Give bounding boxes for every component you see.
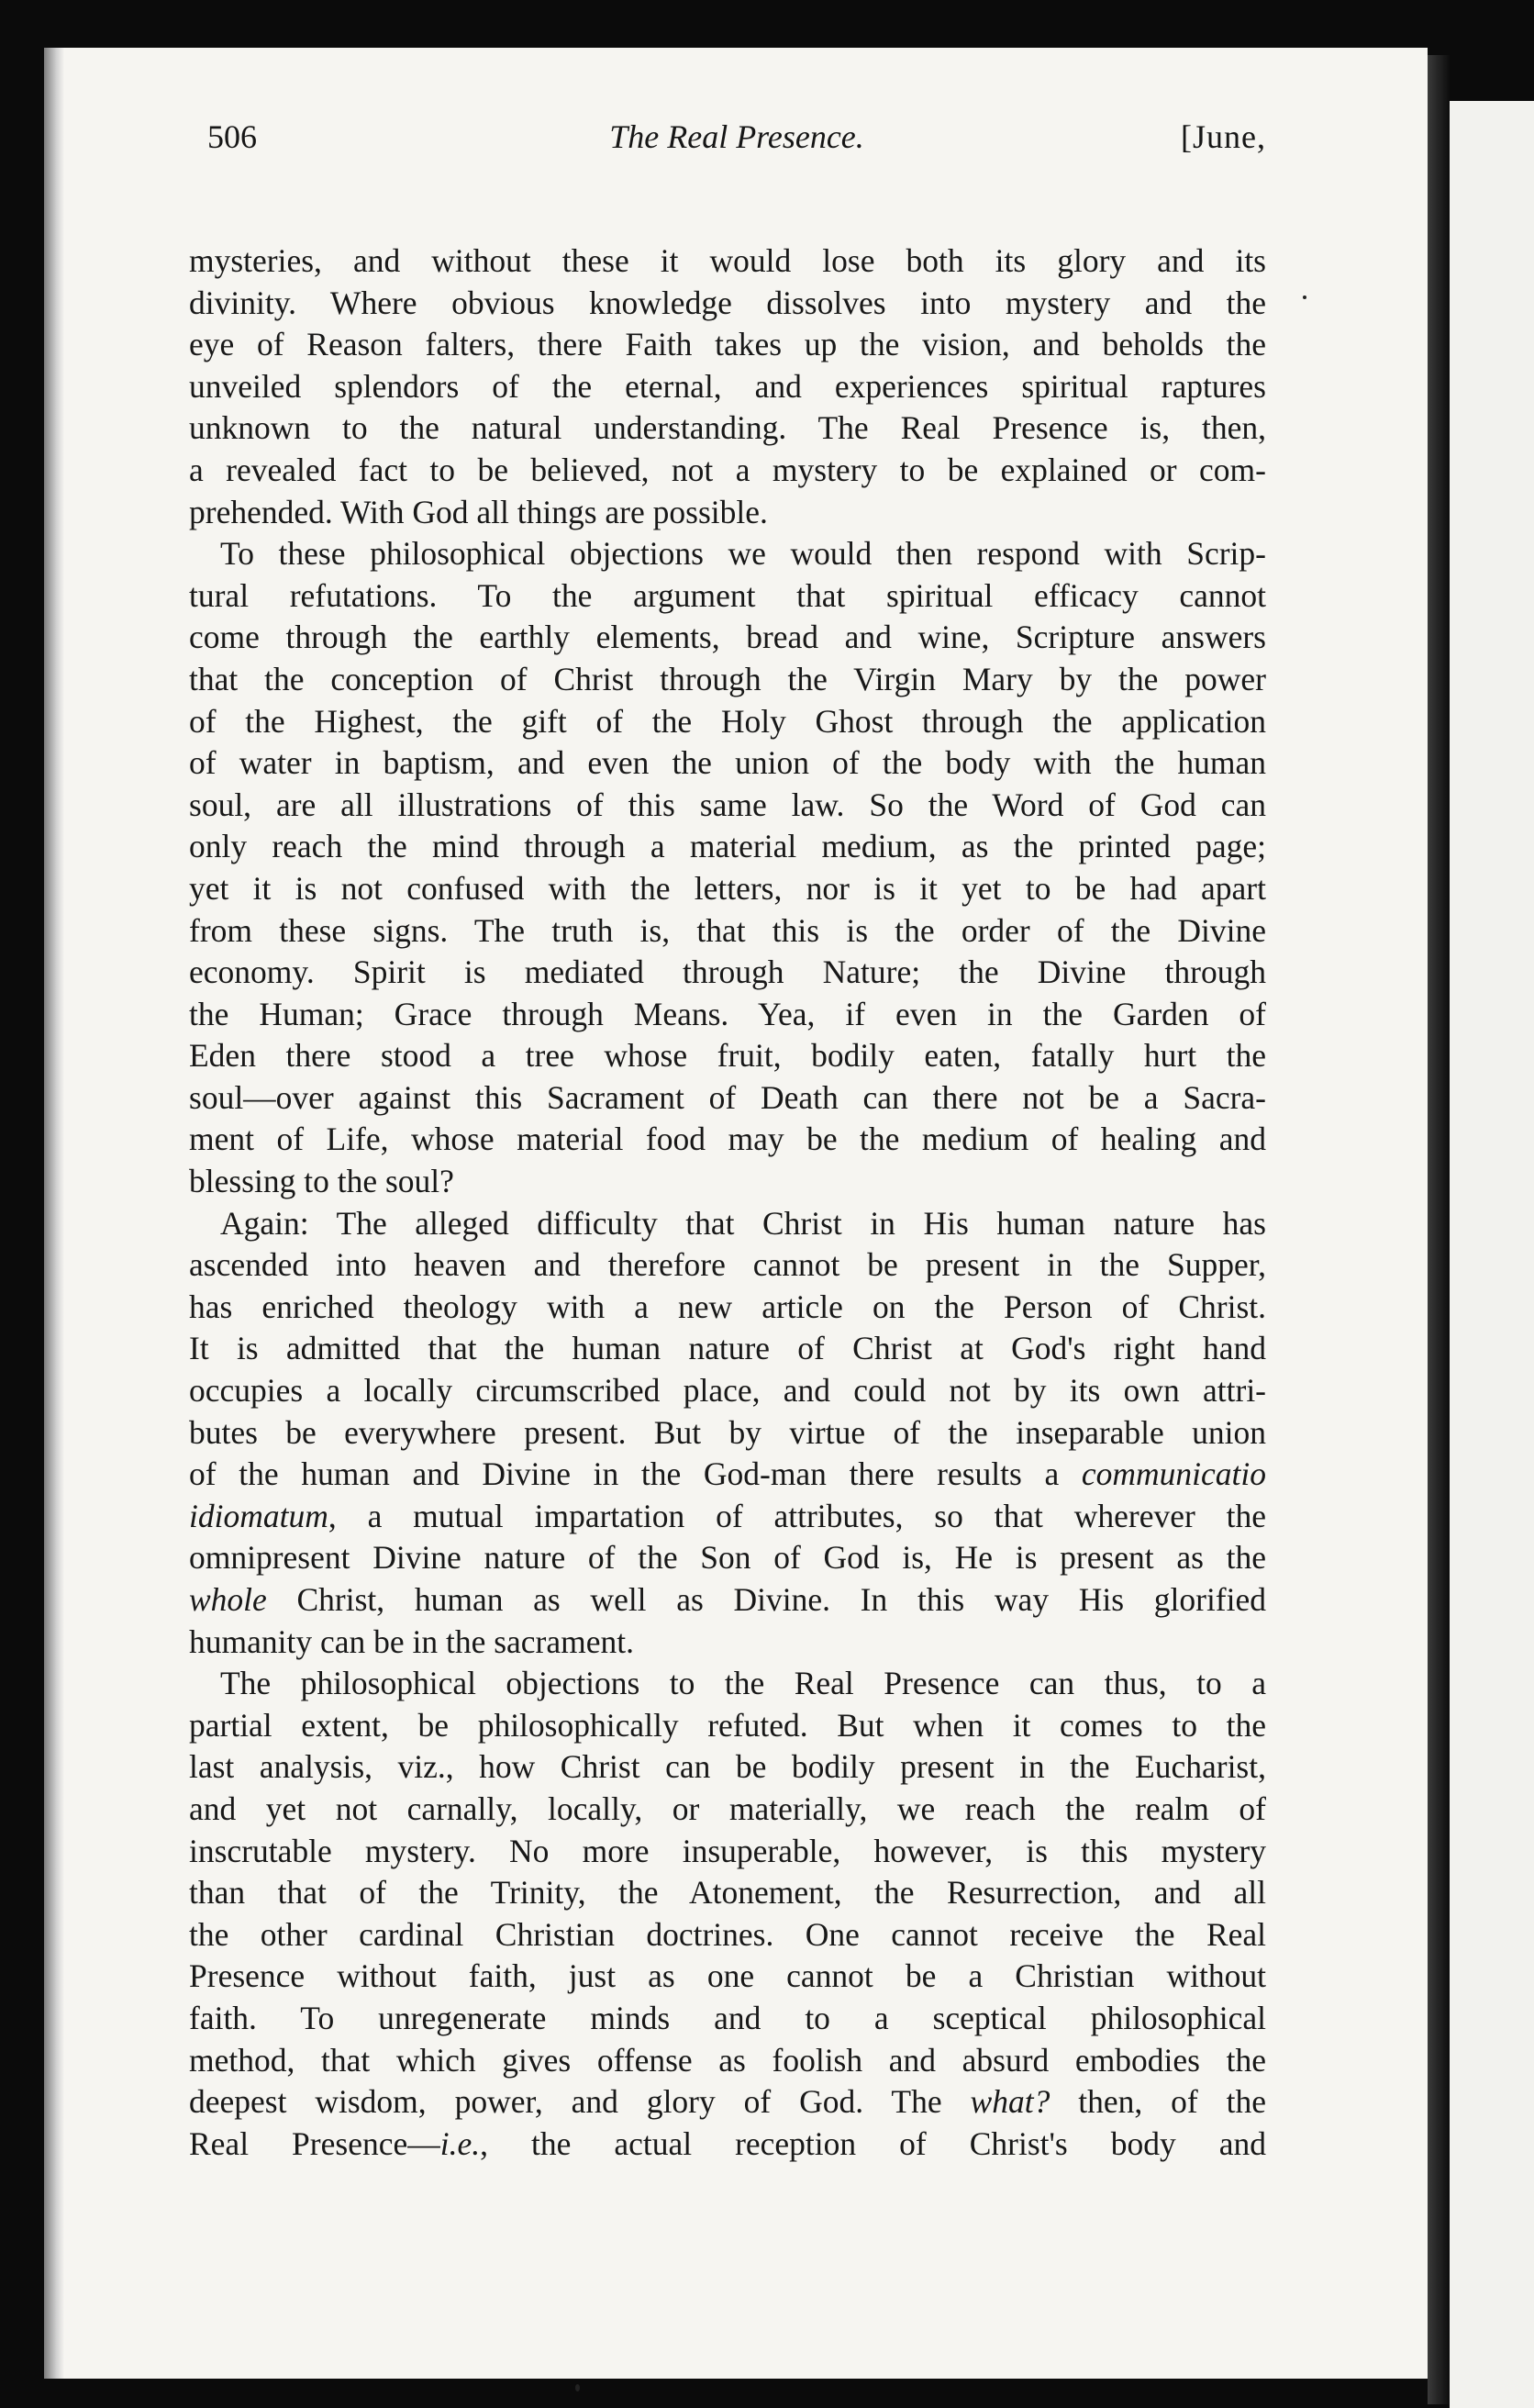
line-text: soul, are all illustrations of this same law. So the Word of God can bbox=[189, 786, 1266, 823]
line-text: the Human; Grace through Means. Yea, if even in the Garden of bbox=[189, 995, 1266, 1032]
line-text: has enriched theology with a new article on the Person of Christ. bbox=[189, 1288, 1266, 1325]
line-text: come through the earthly elements, bread and wine, Scripture answers bbox=[189, 619, 1266, 656]
line-text: ascended into heaven and therefore cannot be present in the Supper, bbox=[189, 1246, 1266, 1284]
line-text: ment of Life, whose material food may be the medium of healing and bbox=[189, 1120, 1266, 1158]
line-text: from these signs. The truth is, that this is the order of the Divine bbox=[189, 911, 1266, 949]
line-text: tural refutations. To the argument that spiritual efficacy cannot bbox=[189, 576, 1266, 614]
text-line bbox=[189, 1831, 1266, 1873]
text-line bbox=[189, 1622, 1266, 1664]
text-line bbox=[189, 1161, 1266, 1203]
italic-term: i.e. bbox=[439, 2124, 481, 2162]
text-line bbox=[189, 492, 1266, 534]
running-month: [June, bbox=[1181, 118, 1266, 155]
running-header bbox=[207, 117, 1266, 173]
italic-term: whole bbox=[189, 1581, 267, 1618]
text-line bbox=[189, 1244, 1266, 1287]
book-gutter-shadow bbox=[1428, 55, 1450, 2404]
line-text: inscrutable mystery. No more insuperable, however, is this mystery bbox=[189, 1832, 1266, 1869]
text-line bbox=[189, 1412, 1266, 1455]
line-text: a revealed fact to be believed, not a mystery to be explained or com- bbox=[189, 451, 1266, 488]
text-line bbox=[189, 324, 1266, 366]
line-text: faith. To unregenerate minds and to a sceptical philosophical bbox=[189, 1999, 1266, 2036]
line-text: Eden there stood a tree whose fruit, bodily eaten, fatally hurt the bbox=[189, 1037, 1266, 1075]
line-text: the other cardinal Christian doctrines. One cannot receive the Real bbox=[189, 1915, 1266, 1953]
italic-term: communicatio bbox=[1081, 1455, 1266, 1493]
text-line bbox=[189, 2081, 1266, 2124]
line-text: prehended. With God all things are possible. bbox=[189, 493, 768, 530]
text-line bbox=[189, 2124, 1266, 2166]
text-line bbox=[189, 1914, 1266, 1956]
line-text: Christ, human as well as Divine. In this way His glorified bbox=[266, 1581, 1266, 1618]
line-text: Presence without faith, just as one cannot be a Christian without bbox=[189, 1957, 1266, 1995]
line-text: butes be everywhere present. But by virtue of the inseparable union bbox=[189, 1413, 1266, 1451]
line-text: and yet not carnally, locally, or materially, we reach the realm of bbox=[189, 1789, 1266, 1827]
print-speck bbox=[1303, 295, 1306, 299]
line-text: yet it is not confused with the letters, nor is it yet to be had apart bbox=[189, 869, 1266, 907]
text-line bbox=[189, 1287, 1266, 1329]
text-line bbox=[189, 1328, 1266, 1370]
text-line bbox=[189, 1789, 1266, 1831]
line-text: unknown to the natural understanding. The Real Presence is, then, bbox=[189, 409, 1266, 447]
text-line bbox=[189, 1370, 1266, 1412]
line-text: method, that which gives offense as foolish and absurd embodies the bbox=[189, 2041, 1266, 2079]
text-line bbox=[189, 868, 1266, 910]
text-line bbox=[189, 952, 1266, 994]
line-text: Again: The alleged difficulty that Christ in His human nature has bbox=[220, 1204, 1266, 1242]
text-line bbox=[189, 1119, 1266, 1161]
text-line bbox=[189, 1454, 1266, 1496]
text-line bbox=[189, 366, 1266, 408]
line-text: of water in baptism, and even the union of the body with the human bbox=[189, 744, 1266, 782]
line-text: , the actual reception of Christ's body and bbox=[480, 2124, 1266, 2162]
text-line bbox=[189, 1746, 1266, 1789]
line-text: deepest wisdom, power, and glory of God. The bbox=[189, 2083, 971, 2121]
text-line bbox=[189, 1998, 1266, 2040]
text-line bbox=[189, 1579, 1266, 1622]
line-text: humanity can be in the sacrament. bbox=[189, 1622, 634, 1660]
page-left-edge-shadow bbox=[44, 48, 64, 2379]
line-text: that the conception of Christ through the Virgin Mary by the power bbox=[189, 660, 1266, 697]
line-text: eye of Reason falters, there Faith takes up the vision, and beholds the bbox=[189, 326, 1266, 363]
body-text bbox=[189, 240, 1266, 2165]
print-speck bbox=[575, 2384, 580, 2391]
text-line bbox=[189, 283, 1266, 325]
line-text: than that of the Trinity, the Atonement, the Resurrection, and all bbox=[189, 1874, 1266, 1912]
text-line bbox=[189, 1035, 1266, 1077]
text-line bbox=[189, 994, 1266, 1036]
line-text: occupies a locally circumscribed place, and could not by its own attri- bbox=[189, 1372, 1266, 1410]
text-line bbox=[189, 617, 1266, 659]
text-line bbox=[189, 2040, 1266, 2082]
text-line bbox=[189, 1496, 1266, 1538]
line-text: blessing to the soul? bbox=[189, 1163, 454, 1200]
line-text: mysteries, and without these it would lose both its glory and its bbox=[189, 242, 1266, 279]
line-text: only reach the mind through a material medium, as the printed page; bbox=[189, 828, 1266, 865]
line-text: The philosophical objections to the Real Presence can thus, to a bbox=[220, 1665, 1266, 1702]
paragraph-first-line bbox=[189, 1663, 1266, 1705]
facing-page-edge bbox=[1450, 101, 1534, 2408]
text-line bbox=[189, 659, 1266, 701]
line-text: of the human and Divine in the God-man there results a bbox=[189, 1455, 1082, 1493]
italic-term: what? bbox=[970, 2083, 1050, 2121]
text-line bbox=[189, 742, 1266, 785]
line-text: To these philosophical objections we would then respond with Scrip- bbox=[220, 535, 1266, 573]
text-line bbox=[189, 1705, 1266, 1747]
text-line bbox=[189, 1537, 1266, 1579]
text-line bbox=[189, 407, 1266, 450]
line-text: economy. Spirit is mediated through Nature; the Divine through bbox=[189, 953, 1266, 991]
line-text: partial extent, be philosophically refuted. But when it comes to the bbox=[189, 1706, 1266, 1744]
paragraph-first-line bbox=[189, 1203, 1266, 1245]
line-text: soul—over against this Sacrament of Death can there not be a Sacra- bbox=[189, 1078, 1266, 1116]
running-title: The Real Presence. bbox=[609, 118, 864, 155]
italic-term: idiomatum bbox=[189, 1497, 328, 1534]
line-text: last analysis, viz., how Christ can be bodily present in the Eucharist, bbox=[189, 1748, 1266, 1786]
paragraph-first-line bbox=[189, 533, 1266, 575]
text-line bbox=[189, 450, 1266, 492]
text-line bbox=[189, 910, 1266, 953]
line-text: , a mutual impartation of attributes, so that wherever the bbox=[328, 1497, 1266, 1534]
text-line bbox=[189, 826, 1266, 868]
text-line bbox=[189, 1077, 1266, 1120]
line-text: unveiled splendors of the eternal, and experiences spiritual raptures bbox=[189, 367, 1266, 405]
text-line bbox=[189, 785, 1266, 827]
line-text: It is admitted that the human nature of Christ at God's right hand bbox=[189, 1330, 1266, 1367]
line-text: omnipresent Divine nature of the Son of God is, He is present as the bbox=[189, 1539, 1266, 1577]
line-text: Real Presence— bbox=[189, 2124, 440, 2162]
line-text: of the Highest, the gift of the Holy Ghost through the application bbox=[189, 702, 1266, 740]
text-line bbox=[189, 1956, 1266, 1998]
text-line bbox=[189, 240, 1266, 283]
line-text: divinity. Where obvious knowledge dissolves into mystery and the bbox=[189, 284, 1266, 321]
text-line bbox=[189, 1872, 1266, 1914]
page-number: 506 bbox=[207, 118, 257, 155]
line-text: then, of the bbox=[1050, 2083, 1266, 2121]
text-line bbox=[189, 575, 1266, 618]
text-line bbox=[189, 701, 1266, 743]
